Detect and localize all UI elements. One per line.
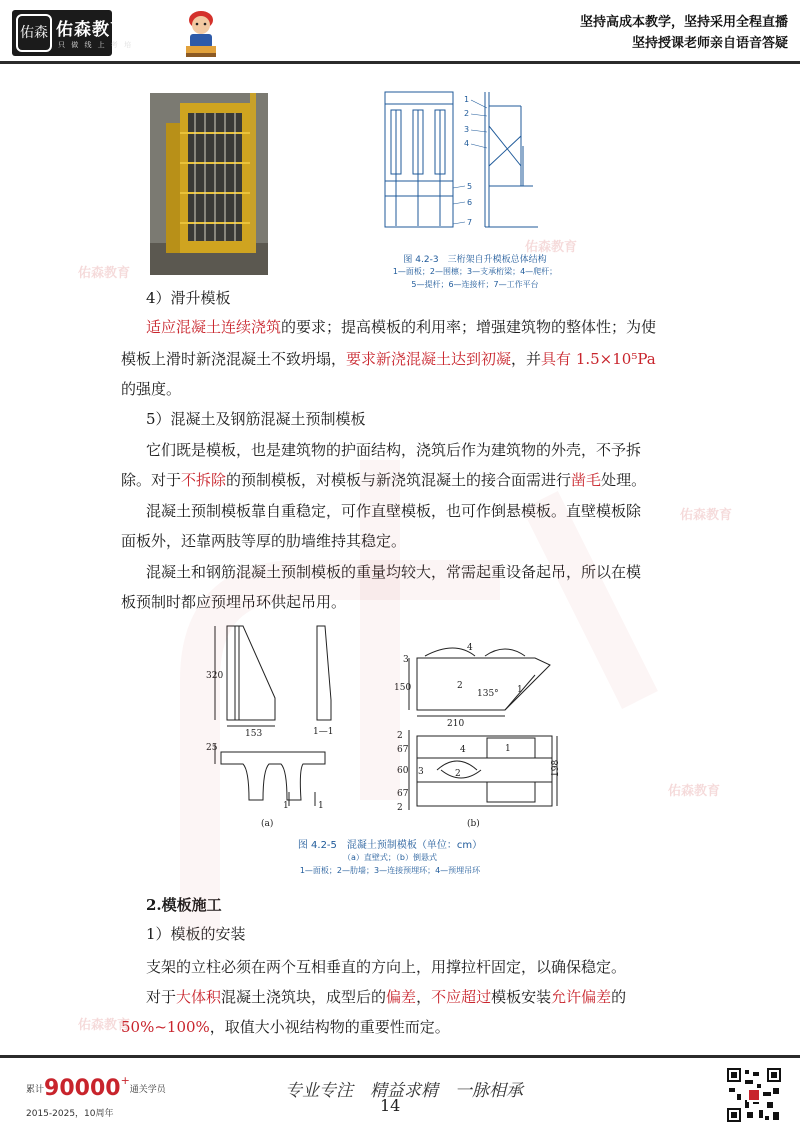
footer-rule (0, 1055, 800, 1058)
fig5-b-plan-3: 3 (418, 767, 424, 777)
watermark-2: 佑森教育 (525, 240, 578, 255)
fig5-b-210: 210 (447, 719, 465, 729)
construction-heading: 2.模板施工 (146, 896, 222, 914)
fig5-b-1: 1 (517, 685, 523, 695)
slipform-heading: 4）滑升模板 (146, 289, 231, 307)
fig3-label-5: 5 (467, 182, 473, 191)
fig5-dim-25: 25 (206, 743, 218, 753)
fig5-b-angle: 135° (477, 689, 499, 699)
page-number: 14 (380, 1096, 401, 1115)
fig3-label-4: 4 (464, 139, 470, 148)
fig5-dim-320: 320 (206, 671, 224, 681)
brand-logo (12, 10, 134, 56)
precast-text-1: 除。对于 (121, 471, 182, 489)
stat-prefix: 累计 (26, 1085, 45, 1095)
fig5-legend: 1—面板；2—肋墙；3—连接预埋环；4—预埋吊环 (299, 866, 481, 875)
fig5-b-plan-4: 4 (460, 745, 466, 755)
footer-stat (26, 1074, 166, 1101)
fig3-legend-1: 1—面板；2—围檩；3—支承桁梁；4—爬杆； (392, 267, 558, 276)
fig5-b-plan-2c: 2 (455, 769, 461, 779)
install-text-5: 的 (611, 988, 627, 1006)
watermark-4: 佑森教育 (668, 784, 721, 799)
watermark-3: 佑森教育 (680, 508, 733, 523)
fig3-label-2: 2 (464, 109, 470, 118)
fig5-b-60: 60 (397, 766, 409, 776)
fig3-label-7: 7 (467, 218, 473, 227)
fig5-b-67-bottom: 67 (397, 789, 409, 799)
precast-line-3: 混凝土预制模板靠自重稳定，可作直壁模板，也可作倒悬模板。直壁模板除 (146, 502, 642, 520)
fig5-section-label: 1—1 (313, 727, 334, 737)
fig5-b-150: 150 (394, 683, 412, 693)
motto-text: 专业专注 精益求精 一脉相承 (285, 1081, 523, 1101)
fig5-label-b: (b) (467, 819, 480, 829)
precast-line-4: 面板外，还靠两肢等厚的肋墙维持其稳定。 (121, 532, 407, 550)
stat-number: 90000 (44, 1076, 121, 1101)
precast-line-1: 它们既是模板，也是建筑物的护面结构，浇筑后作为建筑物的外壳，不予拆 (146, 441, 642, 459)
precast-highlight-1: 不拆除 (181, 471, 227, 489)
install-text-6: ，取值大小视结构物的重要性而定。 (209, 1018, 450, 1036)
install-line-3 (121, 1013, 681, 1041)
fig5-b-4: 4 (467, 643, 473, 653)
page-header (0, 0, 800, 64)
fig5-b-plan-2b: 2 (397, 803, 403, 813)
fig5-b-2: 2 (457, 681, 463, 691)
figure-4-2-3-diagram (373, 86, 573, 246)
background-watermark-logo (80, 380, 720, 1000)
fig5-b-plan-1: 1 (505, 744, 511, 754)
fig5-cut-left: 1 (283, 801, 289, 811)
install-text-4: 模板安装 (491, 988, 552, 1006)
precast-text-3: 处理。 (601, 471, 647, 489)
install-highlight-4: 允许偏差 (551, 988, 612, 1006)
install-text-3: ， (416, 988, 432, 1006)
slipform-text-1: 的要求；提高模板的利用率；增强建筑物的整体性；为使 (281, 318, 657, 336)
watermark-1: 佑森教育 (78, 266, 131, 281)
slipform-highlight-3: 具有 1.5×10⁵Pa (541, 350, 656, 368)
precast-text-2: 的预制模板，对模板与新浇筑混凝土的接合面需进行 (226, 471, 572, 489)
mascot-icon (180, 8, 222, 60)
fig3-label-1: 1 (464, 95, 470, 104)
fig5-sub: （a）直壁式；（b）倒悬式 (343, 853, 437, 862)
slipform-paragraph-line-3: 的强度。 (121, 380, 182, 398)
precast-highlight-2: 凿毛 (571, 471, 602, 489)
stat-plus: + (120, 1074, 130, 1087)
fig5-cut-right: 1 (318, 801, 324, 811)
install-highlight-2: 偏差 (386, 988, 417, 1006)
install-highlight-5: 50%~100% (121, 1018, 210, 1036)
fig3-label-6: 6 (467, 198, 473, 207)
fig5-b-67-top: 67 (397, 745, 409, 755)
install-heading: 1）模板的安装 (146, 925, 246, 943)
slogan-line-2: 坚持授课老师亲自语音答疑 (631, 36, 788, 51)
install-text-2: 混凝土浇筑块，成型后的 (221, 988, 387, 1006)
fig3-legend-2: 5—提杆；6—连接杆；7—工作平台 (411, 280, 539, 289)
slogan-line-1: 坚持高成本教学，坚持采用全程直播 (579, 15, 788, 30)
slipform-photo (150, 93, 268, 275)
precast-heading: 5）混凝土及钢筋混凝土预制模板 (146, 410, 366, 428)
logo-name: 佑森教育 (56, 20, 128, 40)
install-text-1: 对于 (146, 988, 177, 1006)
slipform-highlight-2: 要求新浇混凝土达到初凝 (346, 350, 512, 368)
install-line-1: 支架的立柱必须在两个互相垂直的方向上，用撑拉杆固定，以确保稳定。 (146, 958, 627, 976)
slipform-paragraph-line-1 (146, 313, 706, 341)
logo-seal: 佑森 (16, 14, 52, 52)
slipform-paragraph-line-2 (121, 345, 681, 373)
logo-subtitle: 只 做 线 上 考 培 (58, 41, 134, 49)
precast-line-6: 板预制时都应预埋吊环供起吊用。 (121, 593, 347, 611)
fig5-b-3: 3 (403, 655, 409, 665)
qr-code-icon (725, 1066, 783, 1124)
footer-motto-calligraphy (285, 1070, 545, 1110)
fig5-title: 图 4.2-5 混凝土预制模板（单位：cm） (297, 840, 483, 851)
fig3-title: 图 4.2-3 三桁架自升模板总体结构 (403, 255, 547, 265)
fig5-b-plan-2: 2 (397, 731, 403, 741)
watermark-5: 佑森教育 (78, 1018, 131, 1033)
precast-line-5: 混凝土和钢筋混凝土预制模板的重量均较大，常需起重设备起吊，所以在模 (146, 563, 642, 581)
header-slogan (580, 12, 788, 54)
slipform-text-2: 模板上滑时新浇混凝土不致坍塌， (121, 350, 347, 368)
stat-suffix: 通关学员 (129, 1085, 166, 1095)
footer-years: 2015-2025，10周年 (26, 1109, 114, 1119)
fig3-label-3: 3 (464, 125, 470, 134)
slipform-text-3: ，并 (511, 350, 542, 368)
fig5-b-198: 198 (551, 759, 561, 777)
install-highlight-1: 大体积 (176, 988, 222, 1006)
fig5-dim-153: 153 (245, 729, 263, 739)
install-highlight-3: 不应超过 (431, 988, 492, 1006)
fig5-label-a: (a) (261, 819, 274, 829)
slipform-highlight-1: 适应混凝土连续浇筑 (146, 318, 282, 336)
